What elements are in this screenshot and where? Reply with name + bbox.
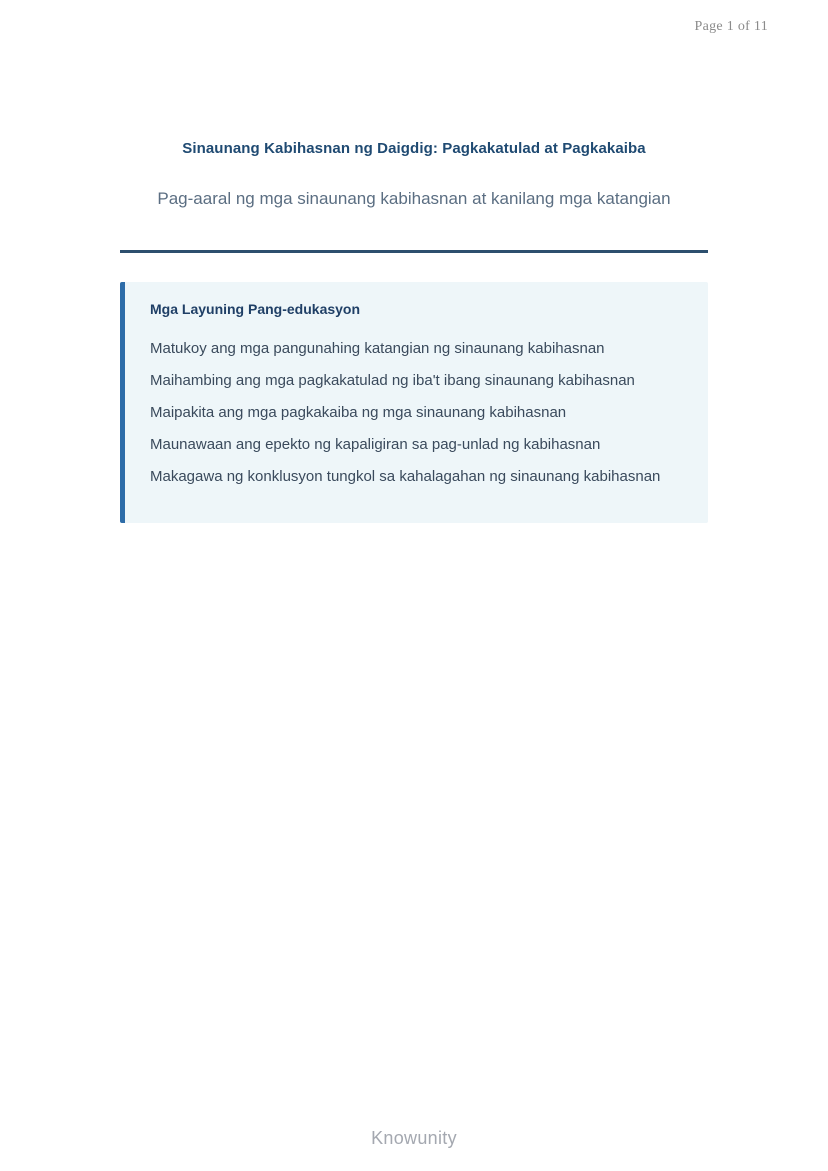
document-content <box>120 0 708 523</box>
footer-brand: Knowunity <box>371 1128 457 1148</box>
horizontal-divider <box>120 250 708 253</box>
objective-item: Makagawa ng konklusyon tungkol sa kahalagahan ng sinaunang kabihasnan <box>150 468 661 485</box>
objective-item: Maihambing ang mga pagkakatulad ng iba't ibang sinaunang kabihasnan <box>150 372 635 389</box>
objective-item: Maunawaan ang epekto ng kapaligiran sa pag-unlad ng kabihasnan <box>150 436 601 453</box>
objective-item: Matukoy ang mga pangunahing katangian ng sinaunang kabihasnan <box>150 340 605 357</box>
objectives-box <box>120 282 708 523</box>
objectives-heading: Mga Layuning Pang-edukasyon <box>150 301 361 317</box>
document-subtitle: Pag-aaral ng mga sinaunang kabihasnan at kanilang mga katangian <box>157 189 671 208</box>
document-title: Sinaunang Kabihasnan ng Daigdig: Pagkakatulad at Pagkakaiba <box>182 140 646 157</box>
objective-item: Maipakita ang mga pagkakaiba ng mga sinaunang kabihasnan <box>150 404 567 421</box>
page-number: Page 1 of 11 <box>694 19 768 34</box>
